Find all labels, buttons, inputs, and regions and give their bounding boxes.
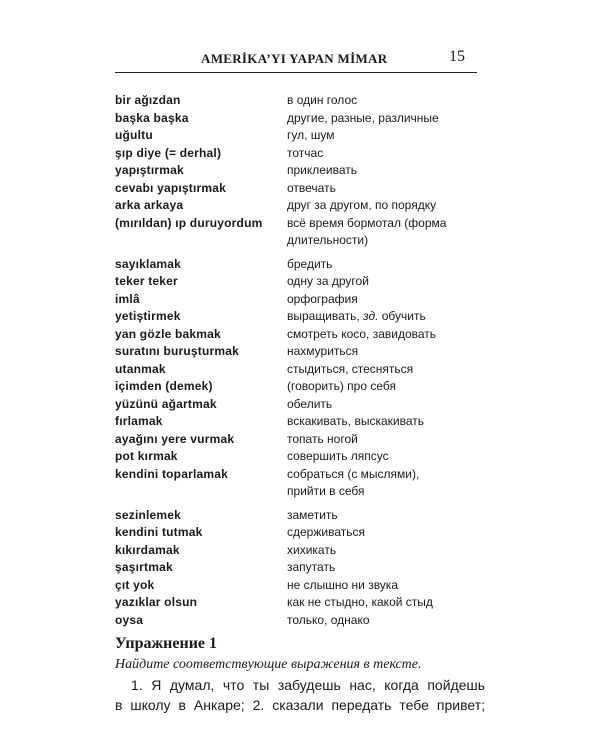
vocab-row <box>115 524 485 542</box>
vocab-row <box>115 361 485 379</box>
vocab-row <box>115 594 485 612</box>
translation-abbreviation: зд. <box>363 309 379 323</box>
vocab-translation: топать ногой <box>287 431 358 446</box>
vocab-row <box>115 291 485 309</box>
page-number: 15 <box>449 48 465 65</box>
vocab-row <box>115 256 485 274</box>
vocabulary-list <box>115 92 485 629</box>
vocab-term: suratını buruşturmak <box>115 344 240 358</box>
vocab-translation: в один голос <box>287 93 358 107</box>
vocab-row <box>115 145 485 163</box>
vocab-term: imlâ <box>115 291 140 306</box>
vocab-translation: другие, разные, различные <box>287 110 439 125</box>
vocab-translation: орфография <box>287 291 358 306</box>
vocab-row <box>115 326 485 344</box>
vocab-translation: заметить <box>287 507 338 522</box>
vocab-translation: не слышно ни звука <box>287 577 398 592</box>
vocab-translation: обелить <box>287 396 333 411</box>
vocab-translation: нахмуриться <box>287 344 359 358</box>
vocab-translation: тотчас <box>287 145 324 160</box>
vocab-translation: бредить <box>287 256 333 271</box>
vocab-translation <box>287 215 485 250</box>
vocab-row <box>115 542 485 560</box>
vocab-term: yetiştirmek <box>115 309 181 323</box>
vocab-translation: отвечать <box>287 180 336 195</box>
translation-line: собраться (с мыслями), <box>287 466 420 481</box>
exercise-text-line: 1. Я думал, что ты забудешь нас, когда пойдешь <box>131 677 485 693</box>
vocab-row <box>115 466 485 501</box>
vocab-term: arka arkaya <box>115 198 184 212</box>
vocab-row <box>115 378 485 396</box>
vocab-translation: (говорить) про себя <box>287 379 396 393</box>
vocab-row <box>115 162 485 180</box>
vocab-term: başka başka <box>115 110 189 125</box>
vocab-translation: вскакивать, выскакивать <box>287 414 424 428</box>
vocab-term: cevabı yapıştırmak <box>115 180 226 195</box>
vocab-term: yazıklar olsun <box>115 595 198 609</box>
vocab-row <box>115 273 485 291</box>
vocab-translation: смотреть косо, завидовать <box>287 326 437 341</box>
vocab-translation: запутать <box>287 560 336 574</box>
vocab-term: kendini toparlamak <box>115 466 228 481</box>
vocab-term: fırlamak <box>115 414 163 428</box>
vocab-term: içimden (demek) <box>115 379 213 393</box>
vocab-translation: одну за другой <box>287 274 369 288</box>
vocab-row <box>115 577 485 595</box>
vocab-translation: хихикать <box>287 542 337 557</box>
exercise-section <box>115 635 485 715</box>
vocab-row <box>115 308 485 326</box>
vocab-term: utanmak <box>115 361 166 376</box>
vocab-translation: как не стыдно, какой стыд <box>287 595 433 609</box>
translation-continuation: прийти в себя <box>287 484 365 498</box>
vocab-term: uğultu <box>115 128 153 142</box>
vocab-row <box>115 180 485 198</box>
vocab-term: sezinlemek <box>115 507 182 522</box>
vocab-term: bir ağızdan <box>115 93 181 107</box>
vocab-term: kıkırdamak <box>115 542 180 557</box>
vocab-row <box>115 612 485 630</box>
vocab-row <box>115 413 485 431</box>
vocab-translation <box>287 466 485 501</box>
exercise-title: Упражнение 1 <box>115 635 218 652</box>
exercise-instruction: Найдите соответствующие выражения в тексте. <box>115 657 422 672</box>
exercise-text-line: в школу в Анкаре; 2. сказали передать тебе привет; <box>115 697 485 713</box>
translation-continuation: длительности) <box>287 233 369 247</box>
vocab-translation: стыдиться, стесняться <box>287 361 414 376</box>
vocab-term: teker teker <box>115 274 178 288</box>
vocab-row <box>115 92 485 110</box>
vocab-translation: приклеивать <box>287 163 358 177</box>
vocab-term: pot kırmak <box>115 449 178 463</box>
vocab-row <box>115 110 485 128</box>
vocab-term: kendini tutmak <box>115 525 203 539</box>
vocab-term: şıp diye (= derhal) <box>115 145 222 160</box>
vocab-translation <box>287 308 485 326</box>
vocab-translation: совершить ляпсус <box>287 449 389 463</box>
vocab-term: oysa <box>115 612 144 627</box>
vocab-term: yan gözle bakmak <box>115 326 221 341</box>
vocab-row <box>115 559 485 577</box>
vocab-row <box>115 343 485 361</box>
vocab-translation: сдерживаться <box>287 525 365 539</box>
vocab-row <box>115 431 485 449</box>
vocab-term: (mırıldan) ıp duruyordum <box>115 215 263 230</box>
vocab-translation: только, однако <box>287 612 370 627</box>
vocab-term: sayıklamak <box>115 256 182 271</box>
vocab-row <box>115 448 485 466</box>
vocab-term: yüzünü ağartmak <box>115 396 217 411</box>
vocab-term: yapıştırmak <box>115 163 184 177</box>
chapter-title: AMERİKA’YI YAPAN MİMAR <box>201 51 388 66</box>
translation-text: обучить <box>378 309 426 323</box>
vocab-term: ayağını yere vurmak <box>115 431 235 446</box>
vocab-term: çıt yok <box>115 577 155 592</box>
vocab-row <box>115 127 485 145</box>
running-header <box>115 44 477 73</box>
vocab-row <box>115 215 485 250</box>
vocab-row <box>115 396 485 414</box>
translation-text: выращивать, <box>287 309 363 323</box>
vocab-translation: гул, шум <box>287 128 335 142</box>
translation-line: всё время бормотал (форма <box>287 215 447 230</box>
vocab-translation: друг за другом, по порядку <box>287 198 437 212</box>
vocab-row <box>115 197 485 215</box>
vocab-row <box>115 507 485 525</box>
vocab-term: şaşırtmak <box>115 560 173 574</box>
